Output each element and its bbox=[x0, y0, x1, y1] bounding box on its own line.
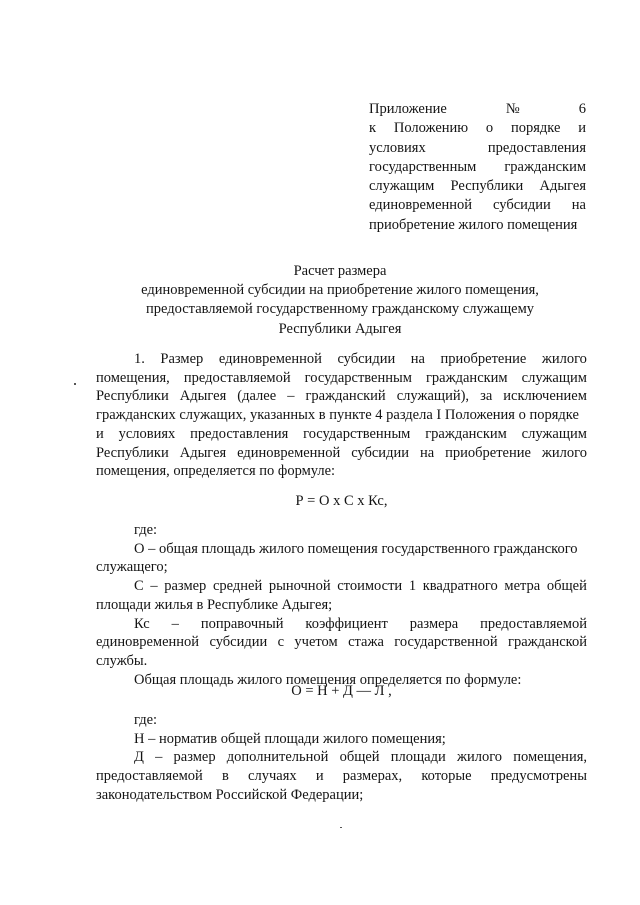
word: жилого bbox=[456, 749, 503, 766]
appendix-word: к bbox=[369, 120, 377, 137]
word: и bbox=[96, 425, 104, 442]
appendix-word: служащим bbox=[369, 178, 435, 195]
word: гражданским bbox=[425, 425, 507, 442]
title-line: единовременной субсидии на приобретение жилого помещения, bbox=[141, 282, 539, 299]
word: единовременной bbox=[237, 444, 341, 461]
word: предоставляемой bbox=[183, 369, 291, 386]
text-line bbox=[96, 369, 587, 388]
appendix-word: Республики bbox=[450, 178, 524, 195]
word: (далее bbox=[237, 388, 277, 405]
word: предоставляемой bbox=[96, 768, 203, 785]
text-line bbox=[96, 444, 587, 463]
text-line: гражданских служащих, указанных в пункте 4 раздела I Положения о порядке bbox=[96, 407, 579, 424]
appendix-line bbox=[369, 216, 586, 235]
word: поправочный bbox=[200, 615, 284, 632]
word: коэффициент bbox=[305, 615, 388, 632]
appendix-line bbox=[369, 119, 586, 138]
word: с bbox=[277, 634, 285, 651]
word: на bbox=[419, 444, 435, 461]
word: рыночной bbox=[268, 578, 331, 595]
word: квадратного bbox=[422, 578, 498, 595]
definitions-block-2 bbox=[96, 711, 587, 805]
word: приобретение bbox=[445, 444, 531, 461]
scan-speck bbox=[74, 383, 76, 385]
definition-n-line: Н – норматив общей площади жилого помещения; bbox=[134, 730, 446, 747]
word: государственной bbox=[394, 634, 498, 651]
appendix-word: и bbox=[578, 120, 586, 137]
word: средней bbox=[212, 578, 263, 595]
word: размер bbox=[173, 749, 216, 766]
word: служащий), bbox=[396, 388, 470, 405]
text-line bbox=[96, 425, 587, 444]
word: единовременной bbox=[218, 351, 322, 367]
appendix-word: предоставления bbox=[487, 139, 586, 156]
word: Республики bbox=[96, 388, 169, 405]
word: предоставляемой bbox=[480, 615, 587, 632]
word: общей bbox=[546, 578, 587, 595]
word: метра bbox=[504, 578, 541, 595]
title-line: Республики Адыгея bbox=[278, 320, 402, 337]
word: – bbox=[150, 578, 158, 595]
definition-d-line bbox=[96, 748, 587, 767]
word: общей bbox=[339, 749, 380, 766]
appendix-word: 6 bbox=[578, 101, 586, 117]
word: государственным bbox=[303, 425, 411, 442]
word: – bbox=[287, 388, 295, 405]
word: единовременной bbox=[96, 634, 200, 651]
where-label: где: bbox=[134, 712, 158, 728]
appendix-word: условиях bbox=[369, 139, 426, 156]
word: площади bbox=[390, 749, 446, 766]
appendix-word: субсидии bbox=[493, 197, 551, 214]
appendix-line bbox=[369, 196, 586, 215]
word: приобретение bbox=[440, 351, 527, 367]
word: которые bbox=[421, 768, 472, 785]
word: исключением bbox=[503, 388, 587, 405]
appendix-word: государственным bbox=[369, 158, 477, 175]
definition-kc-line bbox=[96, 615, 587, 634]
word: помещения, bbox=[513, 749, 587, 766]
word: стажа bbox=[348, 634, 384, 651]
appendix-word: порядке bbox=[510, 120, 561, 137]
word: субсидии bbox=[351, 444, 409, 461]
appendix-word: единовременной bbox=[369, 197, 473, 214]
appendix-line bbox=[369, 100, 586, 119]
word: на bbox=[410, 351, 425, 367]
formula-area: О = Н + Д — Л , bbox=[291, 683, 392, 699]
definition-c-line bbox=[96, 577, 587, 596]
appendix-word: Приложение bbox=[369, 101, 447, 117]
word: помещения, bbox=[96, 369, 170, 386]
word: государственным bbox=[304, 369, 412, 386]
word: гражданской bbox=[508, 634, 587, 651]
word: служащим bbox=[521, 425, 587, 442]
appendix-line bbox=[369, 158, 586, 177]
word: за bbox=[480, 388, 493, 405]
appendix-line bbox=[369, 177, 586, 196]
text-line: помещения, определяется по формуле: bbox=[96, 463, 336, 480]
appendix-line bbox=[369, 139, 586, 158]
appendix-word: № bbox=[505, 101, 520, 117]
word: стоимости bbox=[337, 578, 403, 595]
appendix-word: приобретение жилого помещения bbox=[369, 216, 578, 233]
word: размер bbox=[164, 578, 207, 595]
word: 1. bbox=[134, 351, 145, 367]
word: условиях bbox=[118, 425, 176, 442]
text-line bbox=[96, 387, 587, 406]
title-line: предоставляемой государственному гражданскому служащему bbox=[146, 301, 534, 318]
document-title bbox=[80, 262, 600, 339]
area-intro: Общая площадь жилого помещения определяется по формуле: bbox=[134, 671, 522, 688]
definition-d-line bbox=[96, 767, 587, 786]
title-line: Расчет размера bbox=[293, 263, 387, 279]
word: случаях bbox=[248, 768, 297, 785]
word: Республики bbox=[96, 444, 169, 461]
word: Адыгея bbox=[179, 444, 227, 461]
word: размерах, bbox=[342, 768, 403, 785]
where-label: где: bbox=[134, 522, 158, 538]
word: дополнительной bbox=[226, 749, 329, 766]
word: С bbox=[134, 578, 144, 595]
word: 1 bbox=[408, 578, 417, 595]
word: предоставления bbox=[190, 425, 289, 442]
text-line bbox=[96, 350, 587, 369]
appendix-word: на bbox=[571, 197, 586, 214]
word: в bbox=[222, 768, 229, 785]
appendix-word: Адыгея bbox=[539, 178, 586, 195]
word: субсидии bbox=[337, 351, 396, 367]
word: Размер bbox=[160, 351, 204, 367]
definition-kc-line: службы. bbox=[96, 652, 148, 669]
word: предусмотрены bbox=[490, 768, 587, 785]
word: гражданским bbox=[425, 369, 508, 386]
word: Д bbox=[134, 749, 144, 766]
definition-kc-line bbox=[96, 633, 587, 652]
definition-o-line: служащего; bbox=[96, 559, 168, 576]
word: Адыгея bbox=[179, 388, 227, 405]
definition-c-line: площади жилья в Республике Адыгея; bbox=[96, 596, 333, 613]
paragraph-1 bbox=[96, 350, 587, 481]
definition-d-line: законодательством Российской Федерации; bbox=[96, 786, 364, 803]
appendix-word: гражданским bbox=[504, 158, 586, 175]
appendix-block bbox=[369, 100, 586, 235]
word: служащим bbox=[521, 369, 587, 386]
word: субсидии bbox=[209, 634, 268, 651]
appendix-word: о bbox=[485, 120, 494, 137]
word: – bbox=[155, 749, 163, 766]
formula-subsidy: Р = О х С х Кс, bbox=[295, 493, 388, 509]
word: учетом bbox=[294, 634, 338, 651]
word: – bbox=[171, 615, 179, 632]
word: Кс bbox=[134, 615, 150, 632]
word: размера bbox=[409, 615, 459, 632]
appendix-word: Положению bbox=[393, 120, 469, 137]
word: и bbox=[315, 768, 324, 785]
scan-speck bbox=[340, 827, 342, 828]
definitions-block-1 bbox=[96, 521, 587, 689]
word: жилого bbox=[541, 444, 587, 461]
word: жилого bbox=[541, 351, 587, 367]
definition-o-line: О – общая площадь жилого помещения государственного гражданского bbox=[134, 540, 578, 557]
word: гражданский bbox=[305, 388, 386, 405]
